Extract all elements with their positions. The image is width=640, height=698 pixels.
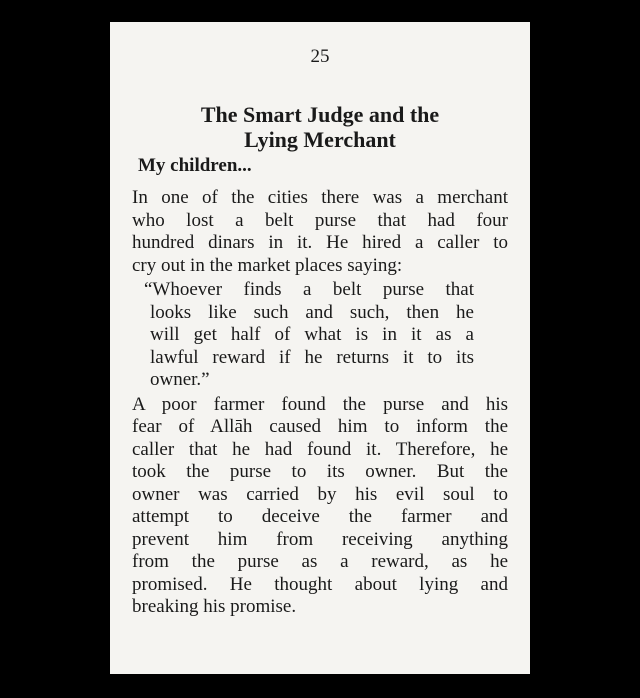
greeting: My children... bbox=[138, 155, 252, 176]
title-line: The Smart Judge and the bbox=[200, 102, 440, 127]
text-line: breaking his promise. bbox=[132, 596, 297, 617]
book-page bbox=[110, 22, 530, 674]
page-number: 25 bbox=[310, 46, 330, 67]
title-line: Lying Merchant bbox=[244, 127, 396, 152]
text-line: who lost a belt purse that had four bbox=[132, 209, 508, 231]
quote-line: looks like such and such, then he bbox=[150, 301, 474, 323]
text-line: owner was carried by his evil soul to bbox=[132, 483, 508, 505]
text-line: promised. He thought about lying and bbox=[132, 573, 508, 595]
text-line: prevent him from receiving anything bbox=[132, 528, 508, 550]
quote-line: will get half of what is in it as a bbox=[150, 324, 474, 345]
quote-line: “Whoever finds a belt purse that bbox=[144, 279, 474, 300]
text-line: fear of Allāh caused him to inform the bbox=[132, 416, 508, 437]
text-line: took the purse to its owner. But the bbox=[132, 461, 508, 482]
text-line: hundred dinars in it. He hired a caller to bbox=[132, 232, 508, 253]
text-line: attempt to deceive the farmer and bbox=[132, 506, 508, 527]
text-line: In one of the cities there was a merchant bbox=[132, 187, 508, 208]
quote-line: owner.” bbox=[150, 369, 210, 390]
quote-line: lawful reward if he returns it to its bbox=[150, 346, 474, 368]
callers-quote bbox=[144, 279, 474, 392]
text-line: A poor farmer found the purse and his bbox=[132, 393, 508, 415]
text-line: cry out in the market places saying: bbox=[132, 254, 403, 276]
text-line: from the purse as a reward, as he bbox=[132, 551, 508, 572]
paragraph-2 bbox=[132, 394, 508, 619]
story-title bbox=[110, 102, 530, 152]
story-body bbox=[132, 187, 508, 619]
text-line: caller that he had found it. Therefore, he bbox=[132, 438, 508, 460]
paragraph-1 bbox=[132, 187, 508, 277]
